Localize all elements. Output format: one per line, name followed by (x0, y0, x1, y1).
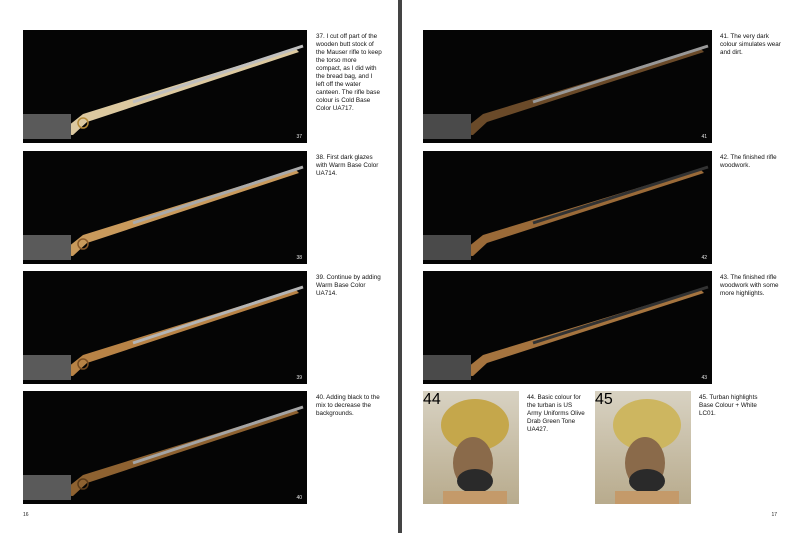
left-page (0, 0, 398, 533)
rifle-photo-43 (423, 271, 712, 384)
caption-40: 40. Adding black to the mix to decrease the backgrounds. (316, 394, 380, 417)
turban-photo-45 (595, 391, 691, 504)
photo-number: 40 (296, 495, 302, 501)
turban-bust-image (595, 391, 691, 504)
rifle-image (423, 151, 712, 264)
rifle-photo-42 (423, 151, 712, 264)
caption-41: 41. The very dark colour simulates wear and dirt. (720, 33, 781, 56)
photo-number: 42 (701, 255, 707, 261)
turban-bust-image (423, 391, 519, 504)
caption-45: 45. Turban highlights Base Colour + White LC01. (699, 394, 758, 417)
rifle-image (23, 391, 307, 504)
turban-photo-44 (423, 391, 519, 504)
caption-38: 38. First dark glazes with Warm Base Color UA714. (316, 154, 379, 177)
photo-number: 39 (296, 375, 302, 381)
photo-number: 44 (423, 391, 441, 408)
rifle-image (23, 30, 307, 143)
rifle-image (423, 271, 712, 384)
caption-42: 42. The finished rifle woodwork. (720, 154, 777, 169)
photo-number: 41 (701, 134, 707, 140)
rifle-photo-39 (23, 271, 307, 384)
caption-43: 43. The finished rifle woodwork with some more highlights. (720, 274, 779, 297)
rifle-photo-40 (23, 391, 307, 504)
photo-number: 43 (701, 375, 707, 381)
caption-39: 39. Continue by adding Warm Base Color UA714. (316, 274, 381, 297)
caption-37: 37. I cut off part of the wooden butt stock of the Mauser rifle to keep the torso more compact, as I did with the bread bag, and I left off the water canteen. The rifle base colour is Cold Base Color UA717. (316, 33, 382, 112)
photo-number: 38 (296, 255, 302, 261)
photo-number: 45 (595, 391, 613, 408)
caption-44: 44. Basic colour for the turban is US Army Uniforms Olive Drab Green Tone UA427. (527, 394, 585, 433)
rifle-photo-38 (23, 151, 307, 264)
rifle-image (23, 271, 307, 384)
rifle-photo-41 (423, 30, 712, 143)
page-number: 16 (23, 512, 29, 518)
right-page (402, 0, 800, 533)
rifle-photo-37 (23, 30, 307, 143)
rifle-image (423, 30, 712, 143)
photo-number: 37 (296, 134, 302, 140)
rifle-image (23, 151, 307, 264)
page-number: 17 (771, 512, 777, 518)
